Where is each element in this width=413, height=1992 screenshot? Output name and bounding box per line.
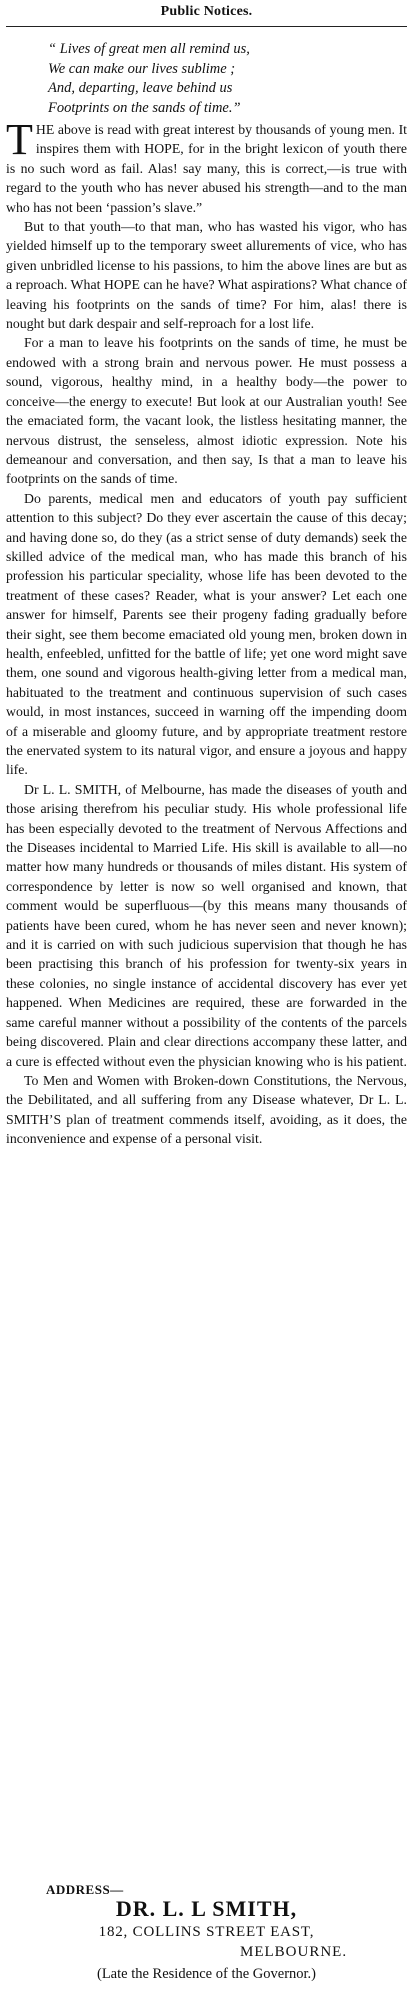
paragraph: For a man to leave his footprints on the sands of time, he must be endowed with a strong brain and nervous power. He must possess a sound, vigorous, healthy mind, in a healthy body—the power to conceive—the energy to execute! But look at our Australian youth! See the emaciated form, the vacant look, the listless hesitating manner, the nervous distrust, the senseless, almost idiotic expression. Note his demeanour and conversation, and then say, Is that a man to leave his footprints on the sands of time. xyxy=(6,335,407,487)
epigraph-poem xyxy=(48,40,398,118)
street-address: 182, COLLINS STREET EAST, xyxy=(98,1924,315,1940)
paragraph: Dr L. L. SMITH, of Melbourne, has made the diseases of youth and those arising therefrom his peculiar study. His whole professional life has been especially devoted to the treatment of Nervous Affections and the Diseases incidental to Married Life. His skill is available to all—no matter how many hundreds or thousands of miles distant. His system of correspondence by letter is now so well organised and known, that comment would be superfluous—(by this means many thousands of patients have been cured, whom he has never seen and never known); and it is carried on with such judicious supervision that though he has been practising this branch of his profession for twenty-six years in these colonies, no single instance of accidental discovery has ever yet happened. When Medicines are required, these are forwarded in the same careful manner without a possibility of the contents of the parcels being discovered. Plain and clear directions accompany these latter, and a cure is effected without even the physician knowing who is his patient. xyxy=(6,781,407,1069)
poem-line: And, departing, leave behind us xyxy=(48,80,233,97)
residence-note: (Late the Residence of the Governor.) xyxy=(96,1966,317,1982)
article-body xyxy=(6,115,407,1149)
paragraph-text: HE above is read with great interest by thousands of young men. It inspires them with HOPE, for in the bright lexicon of youth there is no such word as fail. Alas! say many, this is correct,—is true with regard to the youth who has never abused his strength—and to the man who has not been ‘passion’s slave.” xyxy=(6,122,407,215)
paragraph: To Men and Women with Broken-down Constitutions, the Nervous, the Debilitated, and all suffering from any Disease whatever, Dr L. L. SMITH’S plan of treatment commends itself, avoiding, as it does, the inconvenience and expense of a personal visit. xyxy=(6,1072,407,1147)
doctor-name: DR. L. L SMITH, xyxy=(115,1896,298,1921)
section-header: Public Notices. xyxy=(160,4,253,19)
header-rule xyxy=(6,26,407,27)
drop-cap: T xyxy=(6,115,33,164)
city: MELBOURNE. xyxy=(240,1944,348,1960)
address-label: ADDRESS— xyxy=(46,1882,124,1897)
poem-line: Footprints on the sands of time.” xyxy=(48,99,241,116)
paragraph: Do parents, medical men and educators of youth pay sufficient attention to this subject? Do they ever ascertain the cause of this decay; and having done so, do they (as a strict sense of duty demands) seek the skilled advice of the medical man, who has made this branch of his profession his particular speciality, whose life has been devoted to the treatment of these cases? Reader, what is your answer? Let each one answer for himself, Parents see their progeny fading gradually before their sight, see them become emaciated old young men, broken down in health, enfeebled, unfitted for the battle of life; yet one word might save them, one sound and vigorous health-giving letter from a medical man, habituated to the treatment and continuous supervision of such cases would, in most instances, succeed in warning off the impending doom of a miserable and gloomy future, and by appropriate treatment restore the enervated system to its natural vigor, and ensure a joyous and happy life. xyxy=(6,490,407,778)
paragraph xyxy=(6,115,407,217)
paragraph: But to that youth—to that man, who has wasted his vigor, who has yielded himself up to the temporary sweet allurements of vice, who has given unbridled license to his passions, to him the above lines are but as a reproach. What HOPE can he have? What aspirations? What chance of leaving his footprints on the sands of time? For him, alas! there is nought but dark despair and self-reproach for a lost life. xyxy=(6,219,407,332)
poem-line: We can make our lives sublime ; xyxy=(48,60,236,77)
poem-line: “ Lives of great men all remind us, xyxy=(48,41,250,57)
